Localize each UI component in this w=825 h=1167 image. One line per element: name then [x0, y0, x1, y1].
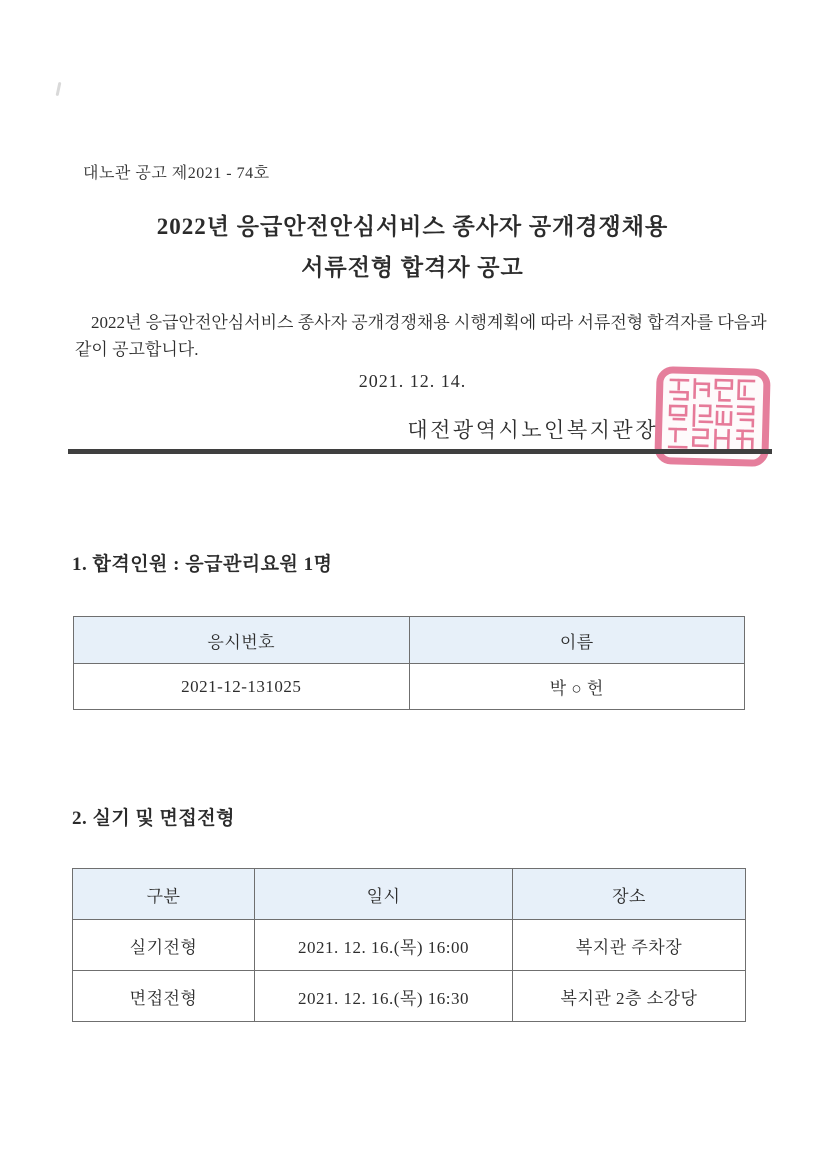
document-title — [0, 206, 825, 288]
cell-exam-number: 2021-12-131025 — [74, 664, 410, 710]
col-header-category: 구분 — [73, 869, 255, 920]
section1-heading: 1. 합격인원 : 응급관리요원 1명 — [72, 554, 333, 575]
cell-location: 복지관 2층 소강당 — [513, 971, 746, 1022]
cell-datetime: 2021. 12. 16.(목) 16:00 — [255, 920, 513, 971]
table-row — [73, 971, 746, 1022]
table-header-row — [74, 617, 745, 664]
cell-datetime: 2021. 12. 16.(목) 16:30 — [255, 971, 513, 1022]
document-title-line2: 서류전형 합격자 공고 — [301, 255, 524, 280]
schedule-table — [72, 868, 746, 1022]
cell-name: 박 ○ 헌 — [409, 664, 745, 710]
document-title-line1: 2022년 응급안전안심서비스 종사자 공개경쟁채용 — [156, 214, 669, 239]
announcement-date: 2021. 12. 14. — [358, 371, 467, 391]
col-header-name: 이름 — [409, 617, 745, 664]
table-header-row — [73, 869, 746, 920]
cell-category: 면접전형 — [73, 971, 255, 1022]
announcement-body: 2022년 응급안전안심서비스 종사자 공개경쟁채용 시행계획에 따라 서류전형 합격자를 다음과 같이 공고합니다. — [75, 313, 767, 359]
pass-list-table — [73, 616, 745, 710]
document-number: 대노관 공고 제2021 - 74호 — [83, 165, 270, 182]
col-header-location: 장소 — [513, 869, 746, 920]
cell-location: 복지관 주차장 — [513, 920, 746, 971]
col-header-datetime: 일시 — [255, 869, 513, 920]
table-row — [73, 920, 746, 971]
table-row — [74, 664, 745, 710]
signer-name: 대전광역시노인복지관장 — [407, 418, 658, 442]
col-header-exam-number: 응시번호 — [74, 617, 410, 664]
section2-heading: 2. 실기 및 면접전형 — [72, 808, 235, 829]
scan-artifact — [56, 82, 62, 96]
signature-divider-rule — [68, 449, 772, 454]
cell-category: 실기전형 — [73, 920, 255, 971]
